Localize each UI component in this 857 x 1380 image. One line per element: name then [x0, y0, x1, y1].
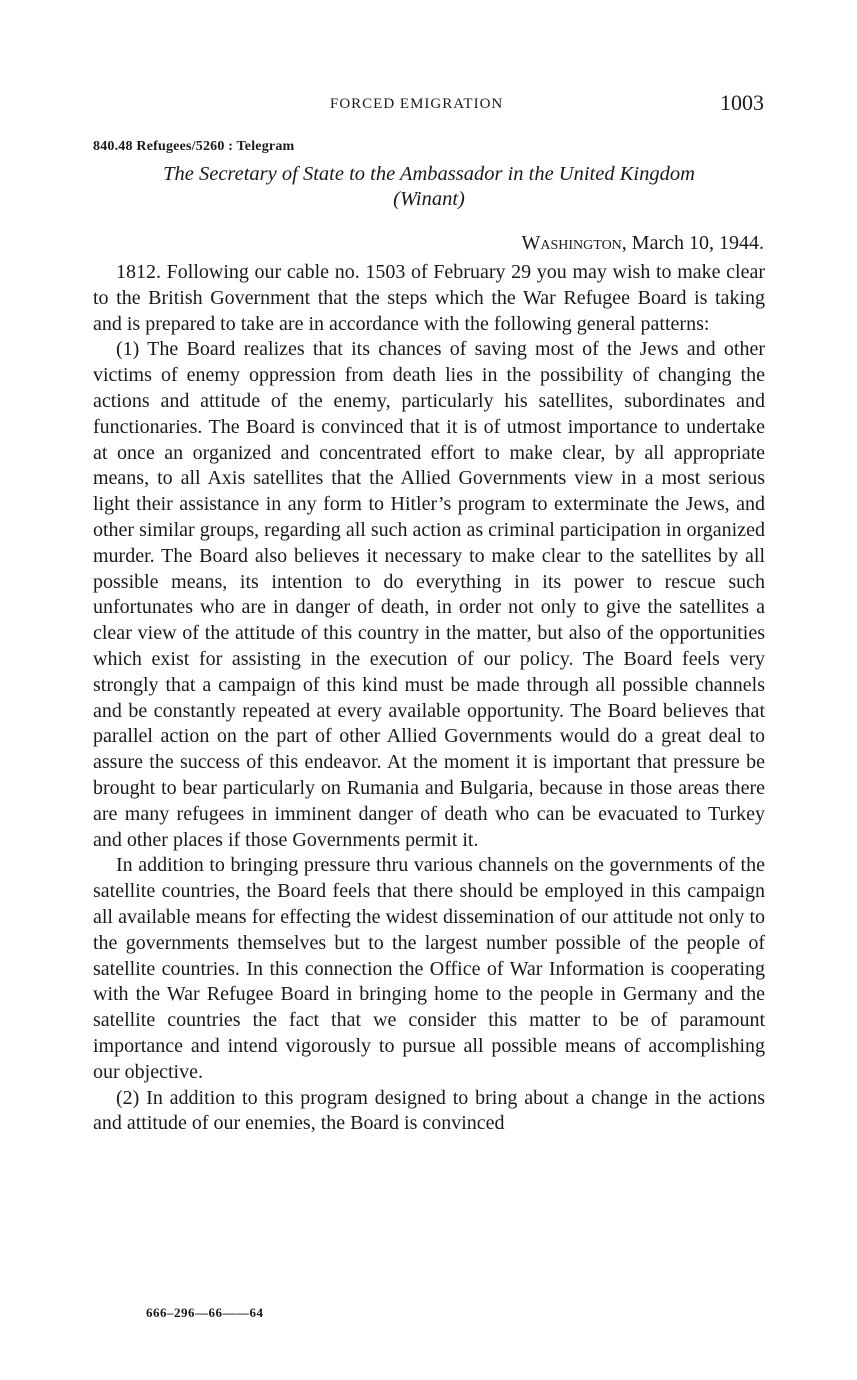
page-number: 1003	[720, 90, 764, 115]
paragraph-1: 1812. Following our cable no. 1503 of February 29 you may wish to make clear to the British Government that the steps which the War Refugee Board is taking and is prepared to take are in accordance with the following general patterns:	[93, 261, 765, 335]
document-title-line-2: (Winant)	[393, 188, 465, 210]
print-code: 666–296—66——64	[146, 1305, 264, 1320]
file-reference: 840.48 Refugees/5260 : Telegram	[93, 139, 295, 154]
paragraph-4: (2) In addition to this program designed to bring about a change in the actions and attitude of our enemies, the Board is convinced	[93, 1086, 765, 1135]
document-title-line-1: The Secretary of State to the Ambassador in the United Kingdom	[163, 163, 695, 185]
document-title	[93, 162, 765, 212]
paragraph-3: In addition to bringing pressure thru various channels on the governments of the satellite countries, the Board feels that there should be employed in this campaign all available means for effecting the widest dissemination of our attitude not only to the governments themselves but to the largest number possible of the people of satellite countries. In this connection the Office of War Information is cooperating with the War Refugee Board in bringing home to the people in Germany and the satellite countries the fact that we consider this matter to be of paramount importance and intend vigorously to pursue all possible means of accomplishing our objective.	[93, 854, 765, 1083]
dateline	[522, 232, 765, 255]
running-head	[0, 92, 857, 122]
running-title: FORCED EMIGRATION	[330, 96, 504, 112]
dateline-date: , March 10, 1944.	[621, 232, 764, 254]
paragraph-2: (1) The Board realizes that its chances of saving most of the Jews and other victims of enemy oppression from death lies in the possibility of changing the actions and attitude of the enemy, particularly his satellites, subordinates and functionaries. The Board is convinced that it is of utmost importance to undertake at once an organized and concentrated effort to make clear, by all appropriate means, to all Axis satellites that the Allied Governments view in a most serious light their assistance in any form to Hitler’s program to exterminate the Jews, and other similar groups, regarding all such action as criminal participation in organized murder. The Board also believes it necessary to make clear to the satellites by all possible means, its intention to do everything in its power to rescue such unfortunates who are in danger of death, in order not only to give the satellites a clear view of the attitude of this country in the matter, but also of the opportunities which exist for assisting in the execution of our policy. The Board feels very strongly that a campaign of this kind must be made through all possible channels and be constantly repeated at every available opportunity. The Board believes that parallel action on the part of other Allied Governments would do a great deal to assure the success of this endeavor. At the moment it is important that pressure be brought to bear particularly on Rumania and Bulgaria, because in those areas there are many refugees in imminent danger of death who can be evacuated to Turkey and other places if those Governments permit it.	[93, 338, 765, 851]
dateline-place: Washington	[521, 232, 622, 254]
body-text	[93, 260, 765, 1137]
